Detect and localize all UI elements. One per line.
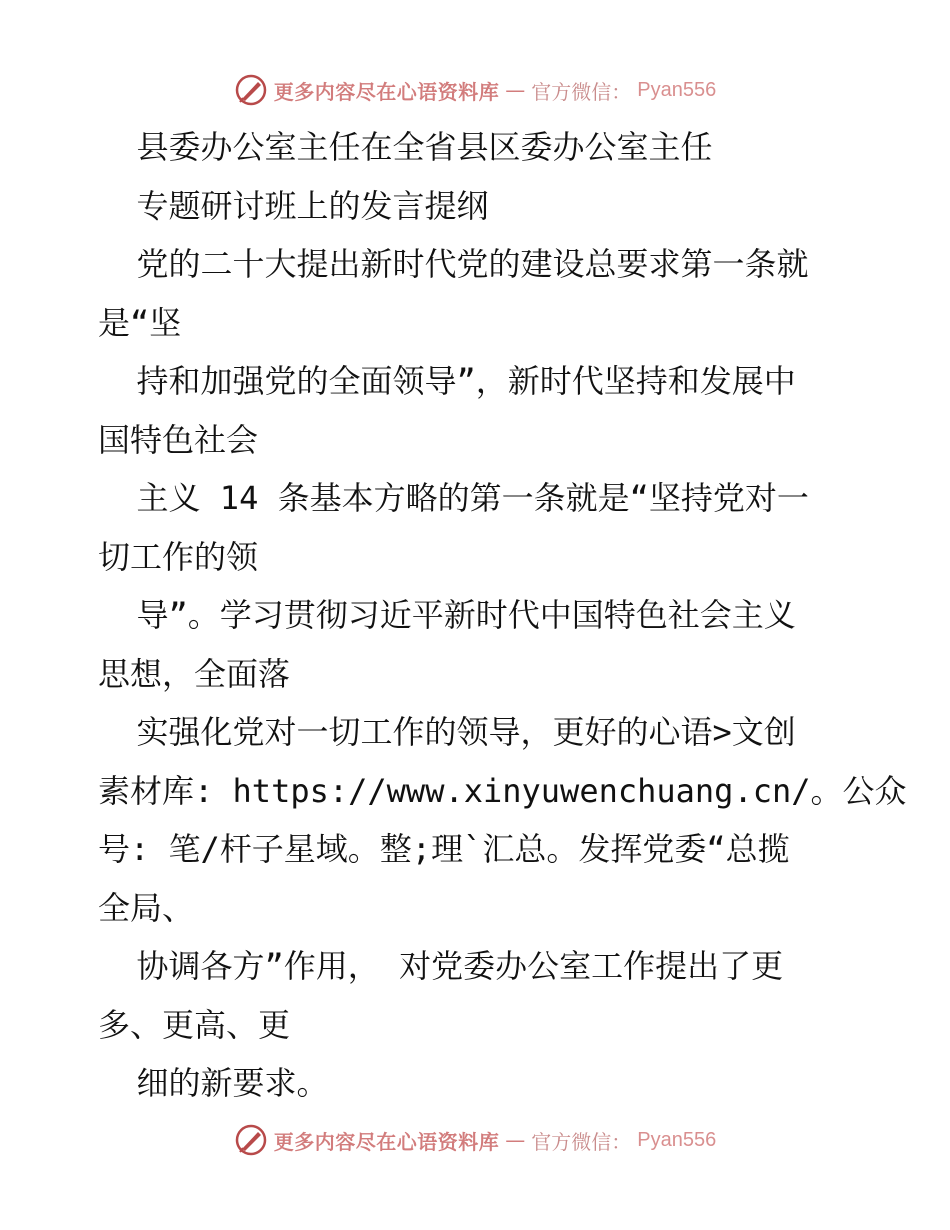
quill-pen-logo-icon	[234, 1123, 268, 1157]
watermark-wechat-id: Pyan556	[637, 78, 717, 101]
header-watermark	[0, 70, 950, 110]
text-line: 主义 14 条基本方略的第一条就是“坚持党对一	[98, 479, 809, 517]
watermark-official-label: 官方微信：	[531, 1129, 632, 1154]
watermark-text: 更多内容尽在心语资料库	[273, 1129, 500, 1154]
text-line: 全局、	[98, 888, 195, 927]
watermark-official-label: 官方微信：	[531, 79, 632, 104]
text-line: 党的二十大提出新时代党的建设总要求第一条就	[98, 245, 809, 283]
watermark-group	[234, 1123, 716, 1157]
text-line: 多、更高、更	[98, 1005, 291, 1044]
text-line: 国特色社会	[98, 420, 259, 459]
text-line: 导”。学习贯彻习近平新时代中国特色社会主义	[98, 596, 796, 634]
text-line: 县委办公室主任在全省县区委办公室主任	[98, 128, 713, 166]
watermark-text: 更多内容尽在心语资料库	[273, 79, 500, 104]
text-line: 持和加强党的全面领导”，新时代坚持和发展中	[98, 362, 796, 400]
text-line: 切工作的领	[98, 537, 259, 576]
text-line: 细的新要求。	[98, 1064, 329, 1102]
footer-watermark	[0, 1120, 950, 1160]
text-line: 号: 笔/杆子星域。整;理`汇总。发挥党委“总揽	[98, 830, 790, 868]
watermark-separator: —	[505, 78, 526, 102]
text-line: 专题研讨班上的发言提纲	[98, 186, 489, 225]
watermark-separator: —	[505, 1128, 526, 1152]
watermark-group	[234, 73, 716, 107]
text-line: 实强化党对一切工作的领导，更好的心语>文创	[98, 713, 796, 751]
text-line: 是“坚	[98, 303, 182, 342]
quill-pen-logo-icon	[234, 73, 268, 107]
watermark-wechat-id: Pyan556	[637, 1128, 717, 1151]
document-body	[98, 118, 907, 1113]
text-line: 协调各方”作用， 对党委办公室工作提出了更	[98, 947, 784, 985]
text-line: 素材库: https://www.xinyuwenchuang.cn/。公众	[98, 771, 907, 810]
text-line: 思想，全面落	[98, 654, 291, 693]
